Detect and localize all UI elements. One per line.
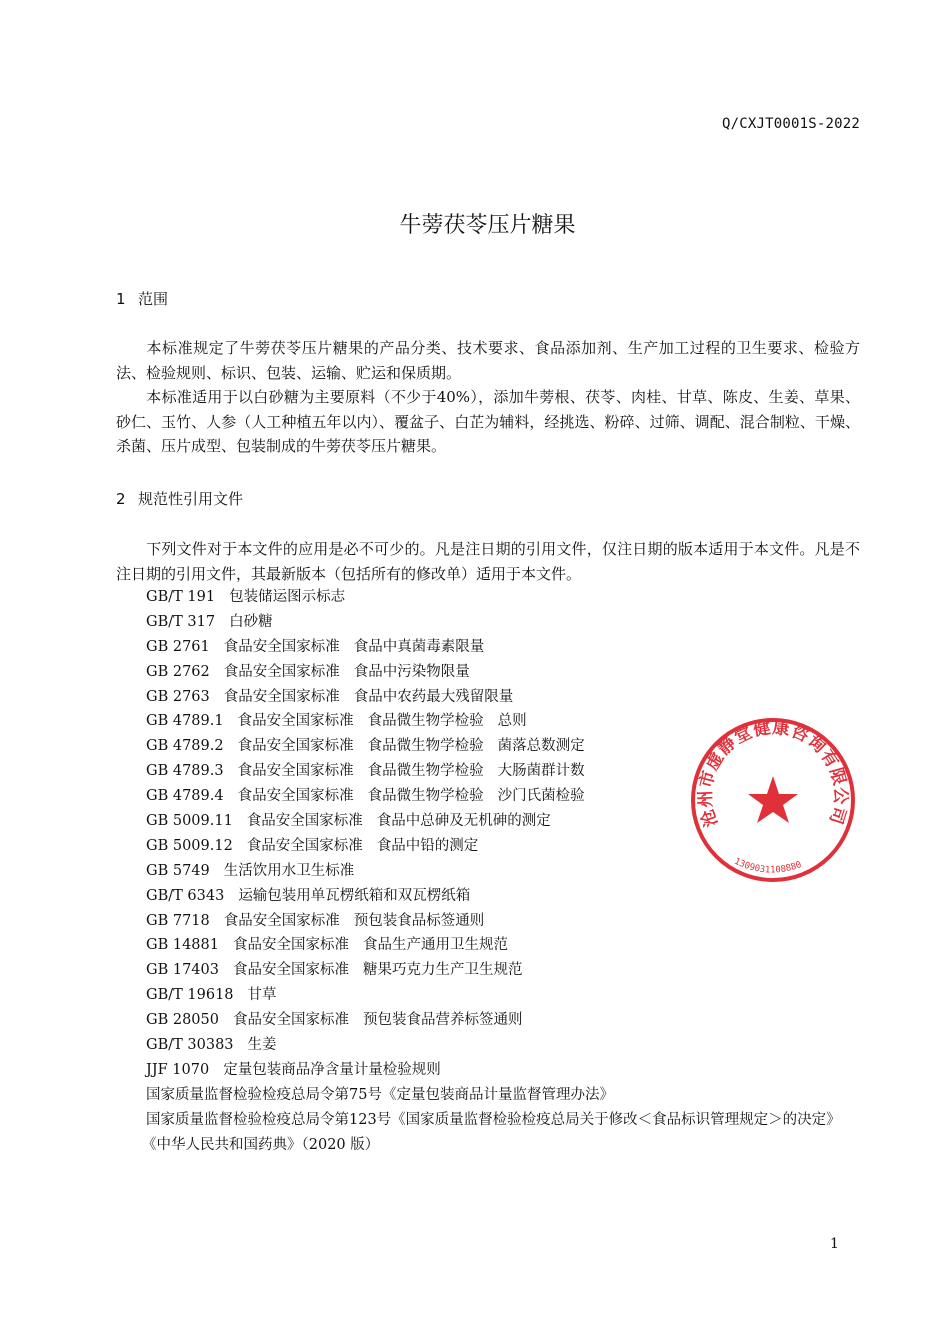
section-heading-normative-references (116, 488, 243, 509)
paragraph (116, 336, 860, 385)
reference-item: GB 5749 生活饮用水卫生标准 (146, 862, 355, 879)
reference-item: GB 17403 食品安全国家标准 糖果巧克力生产卫生规范 (146, 962, 523, 979)
reference-item: JJF 1070 定量包装商品净含量计量检验规则 (146, 1061, 441, 1078)
section-number: 2 (116, 490, 126, 508)
company-seal (688, 706, 858, 894)
reference-item: GB/T 6343 运输包装用单瓦楞纸箱和双瓦楞纸箱 (146, 887, 471, 904)
reference-item: GB 4789.2 食品安全国家标准 食品微生物学检验 菌落总数测定 (146, 738, 585, 755)
section-heading-scope (116, 288, 168, 309)
reference-item: GB/T 317 白砂糖 (146, 613, 273, 630)
paragraph-text: 本标准适用于以白砂糖为主要原料（不少于40%），添加牛蒡根、茯苓、肉桂、甘草、陈皮、生姜、草果、砂仁、玉竹、人参（人工种植五年以内）、覆盆子、白芷为辅料，经挑选、粉碎、过筛、调配、混合制粒、干燥、杀菌、压片成型、包装制成的牛蒡茯苓压片糖果。 (116, 388, 860, 455)
reference-item: GB/T 191 包装储运图示标志 (146, 589, 346, 605)
other-reference-item: 国家质量监督检验检疫总局令第75号《定量包装商品计量监督管理办法》 (146, 1086, 614, 1103)
reference-item: GB 14881 食品安全国家标准 食品生产通用卫生规范 (146, 937, 508, 954)
page-number: 1 (830, 1236, 839, 1252)
section-title: 规范性引用文件 (138, 490, 244, 508)
seal-star-icon (748, 776, 798, 823)
seal-name: 沧州市虚静堂健康咨询有限公司 (695, 717, 851, 830)
reference-item: GB 4789.3 食品安全国家标准 食品微生物学检验 大肠菌群计数 (146, 763, 585, 780)
paragraph-text: 本标准规定了牛蒡茯苓压片糖果的产品分类、技术要求、食品添加剂、生产加工过程的卫生要求、检验方法、检验规则、标识、包装、运输、贮运和保质期。 (116, 339, 860, 382)
reference-item: GB 7718 食品安全国家标准 预包装食品标签通则 (146, 912, 485, 929)
reference-item: GB 2762 食品安全国家标准 食品中污染物限量 (146, 663, 470, 680)
seal-number: 1309031108880 (732, 856, 803, 876)
paragraph (116, 385, 860, 459)
standard-code: Q/CXJT0001S-2022 (721, 116, 860, 132)
reference-item: GB 5009.11 食品安全国家标准 食品中总砷及无机砷的测定 (146, 813, 551, 830)
section-title: 范围 (138, 290, 169, 308)
section-number: 1 (116, 290, 126, 308)
reference-item: GB 4789.1 食品安全国家标准 食品微生物学检验 总则 (146, 713, 527, 730)
other-reference-item: 《中华人民共和国药典》（2020 版） (142, 1136, 380, 1153)
reference-item: GB 28050 食品安全国家标准 预包装食品营养标签通则 (146, 1012, 523, 1029)
reference-item: GB 4789.4 食品安全国家标准 食品微生物学检验 沙门氏菌检验 (146, 788, 585, 805)
reference-item: GB/T 19618 甘草 (146, 987, 277, 1004)
reference-item: GB 5009.12 食品安全国家标准 食品中铅的测定 (146, 837, 479, 854)
reference-item: GB/T 30383 生姜 (146, 1037, 277, 1054)
paragraph-text: 下列文件对于本文件的应用是必不可少的。凡是注日期的引用文件，仅注日期的版本适用于本文件。凡是不注日期的引用文件，其最新版本（包括所有的修改单）适用于本文件。 (116, 540, 860, 583)
reference-item: GB 2761 食品安全国家标准 食品中真菌毒素限量 (146, 638, 485, 655)
reference-item: GB 2763 食品安全国家标准 食品中农药最大残留限量 (146, 688, 514, 705)
document-title: 牛蒡茯苓压片糖果 (399, 213, 576, 238)
other-reference-item: 国家质量监督检验检疫总局令第123号《国家质量监督检验检疫总局关于修改＜食品标识管理规定＞的决定》 (146, 1111, 841, 1128)
paragraph (116, 537, 860, 586)
